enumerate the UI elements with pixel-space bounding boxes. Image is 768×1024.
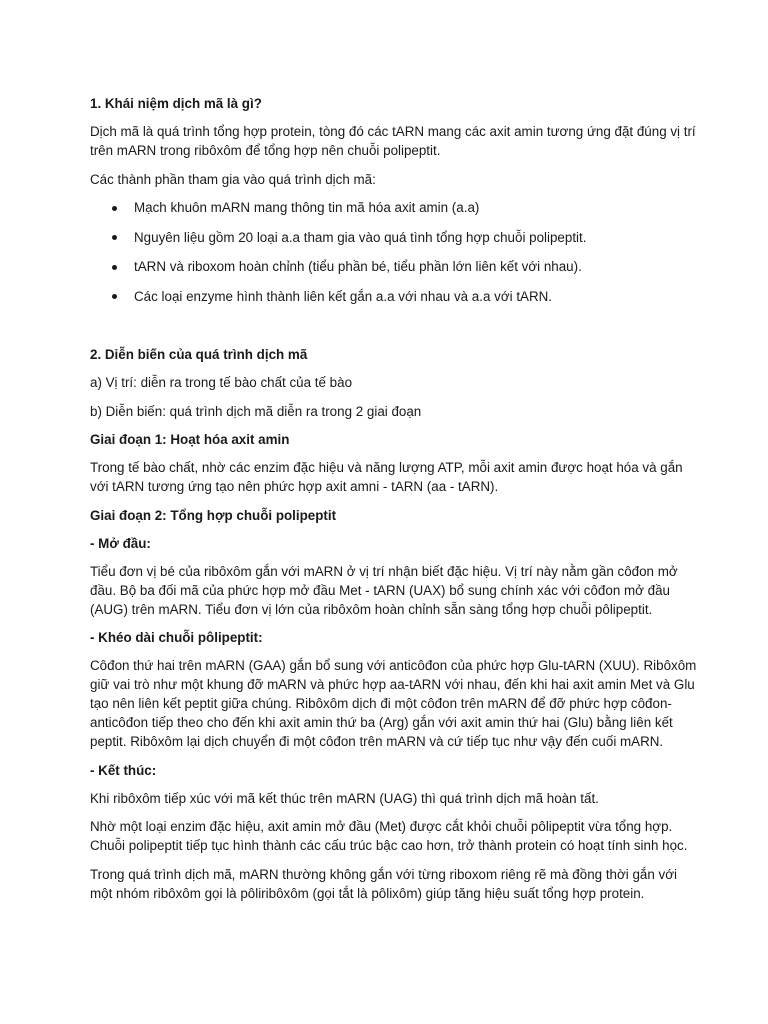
bullet-icon (112, 206, 117, 211)
components-intro: Các thành phần tham gia vào quá trình dịch mã: (90, 171, 376, 187)
list-item (90, 228, 698, 247)
location-paragraph: a) Vị trí: diễn ra trong tế bào chất của tế bào (90, 375, 353, 390)
bullet-icon (112, 235, 117, 240)
stage2-heading: Giai đoạn 2: Tổng hợp chuỗi polipeptit (90, 507, 337, 523)
bullet-icon (112, 294, 117, 299)
end-paragraph-2: Nhờ một loại enzim đặc hiệu, axit amin mở đầu (Met) được cắt khỏi chuỗi pôlipeptit vừa tổng hợp. Chuỗi polipeptit tiếp tục hình thành các cấu trúc bậc cao hơn, trở thành protein có hoạt tính sinh học. (90, 819, 688, 853)
end-heading: - Kết thúc: (90, 762, 157, 778)
elongation-paragraph: Côđon thứ hai trên mARN (GAA) gắn bổ sung với anticôđon của phức hợp Glu-tARN (XUU). Ribôxôm giữ vai trò như một khung đỡ mARN và phức hợp aa-tARN với nhau, đến khi hai axit amin Met và Glu tạo nên liên kết peptit giữa chúng. Ribôxôm dịch đi một côđon trên mARN để đỡ phức hợp côđon-anticôđon tiếp theo cho đến khi axit amin thứ ba (Arg) gắn với axit amin thứ hai (Glu) bằng liên kết peptit. Ribôxôm lại dịch chuyển đi một côđon trên mARN và cứ tiếp tục như vậy đến cuối mARN. (90, 658, 697, 749)
end-paragraph-1: Khi ribôxôm tiếp xúc với mã kết thúc trên mARN (UAG) thì quá trình dịch mã hoàn tất. (90, 790, 599, 806)
start-heading: - Mở đầu: (90, 535, 151, 551)
stage1-heading: Giai đoạn 1: Hoạt hóa axit amin (90, 432, 290, 447)
process-paragraph: b) Diễn biến: quá trình dịch mã diễn ra trong 2 giai đoạn (90, 403, 422, 419)
bullet-icon (112, 265, 117, 270)
components-list (90, 198, 698, 306)
list-item-text: Các loại enzyme hình thành liên kết gắn a.a với nhau và a.a với tARN. (134, 288, 553, 304)
section2-heading: 2. Diễn biến của quá trình dịch mã (90, 347, 308, 362)
list-item-text: Mạch khuôn mARN mang thông tin mã hóa axit amin (a.a) (134, 200, 480, 215)
start-paragraph: Tiểu đơn vị bé của ribôxôm gắn với mARN ở vị trí nhận biết đặc hiệu. Vị trí này nằm gần côđon mở đầu. Bộ ba đối mã của phức hợp mở đầu Met - tARN (UAX) bổ sung chính xác với côđon mở đầu (AUG) trên mARN. Tiểu đơn vị lớn của ribôxôm hoàn chỉnh sẵn sàng tổng hợp chuỗi pôlipeptit. (90, 563, 678, 617)
definition-paragraph: Dịch mã là quá trình tổng hợp protein, tòng đó các tARN mang các axit amin tương ứng đặt đúng vị trí trên mARN trong ribôxôm để tổng hợp nên chuỗi polipeptit. (90, 124, 696, 158)
section-spacer (90, 316, 698, 345)
end-paragraph-3: Trong quá trình dịch mã, mARN thường không gắn với từng riboxom riêng rẽ mà đồng thời gắn với một nhóm ribôxôm gọi là pôliribôxôm (gọi tắt là pôlixôm) giúp tăng hiệu suất tổng hợp protein. (90, 866, 677, 901)
list-item-text: Nguyên liệu gồm 20 loại a.a tham gia vào quá tình tổng hợp chuỗi polipeptit. (134, 229, 587, 245)
list-item (90, 287, 698, 306)
stage1-paragraph: Trong tế bào chất, nhờ các enzim đặc hiệu và năng lượng ATP, mỗi axit amin được hoạt hóa và gắn với tARN tương ứng tạo nên phức hợp axit amni - tARN (aa - tARN). (90, 460, 683, 494)
section1-heading: 1. Khái niệm dịch mã là gì? (90, 96, 262, 111)
list-item (90, 198, 698, 217)
list-item-text: tARN và riboxom hoàn chỉnh (tiểu phần bé, tiểu phần lớn liên kết với nhau). (134, 259, 582, 274)
list-item (90, 257, 698, 276)
elongation-heading: - Khéo dài chuỗi pôlipeptit: (90, 630, 263, 645)
